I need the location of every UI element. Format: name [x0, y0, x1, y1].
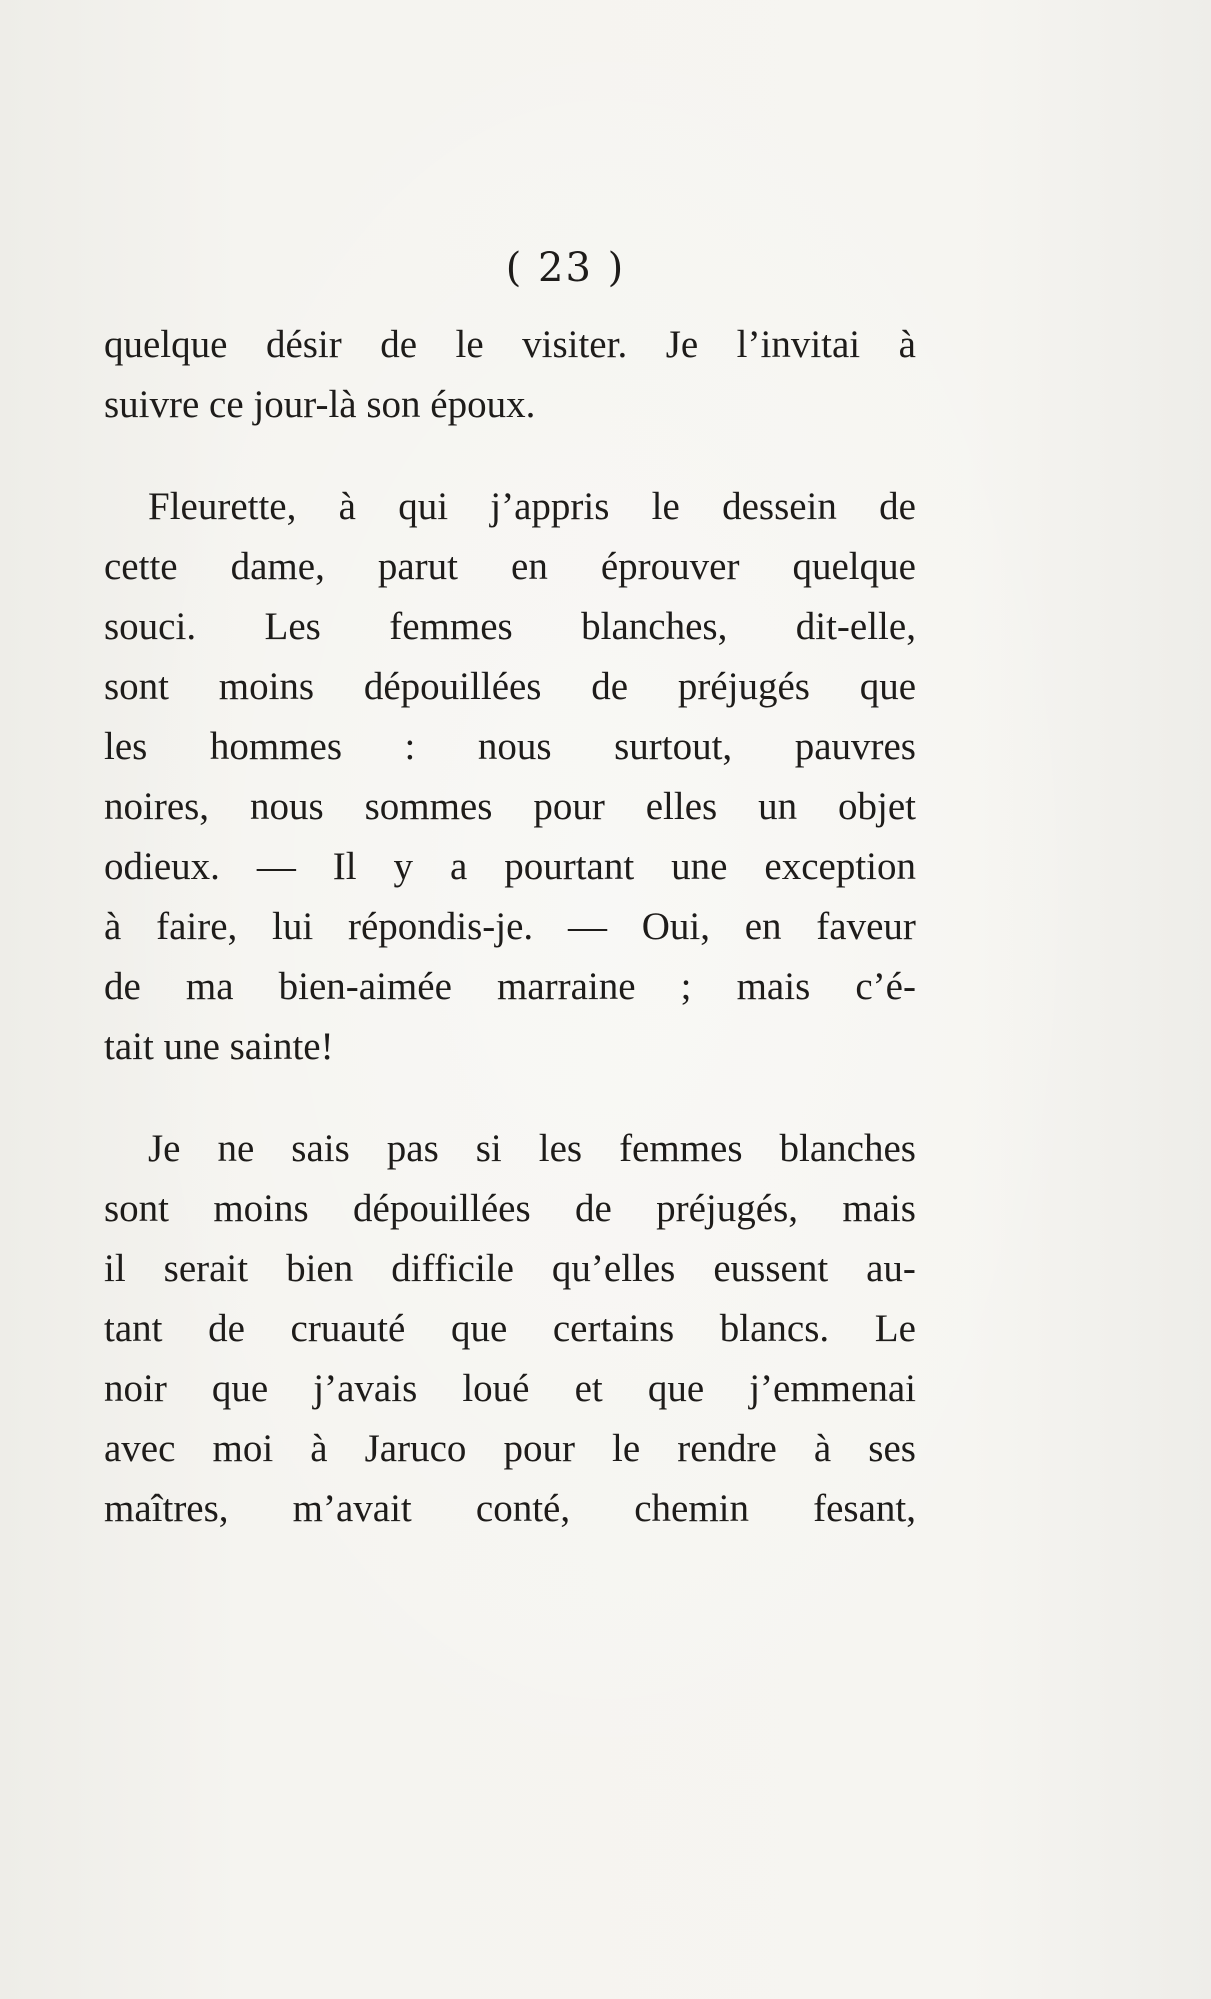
- text-line: il serait bien difficile qu’elles eussent au-: [104, 1247, 916, 1290]
- paragraph: [104, 315, 916, 435]
- text-line: tait une sainte!: [104, 1025, 334, 1068]
- paragraph: [104, 1119, 916, 1539]
- text-line: sont moins dépouillées de préjugés, mais: [104, 1187, 916, 1230]
- text-line: quelque désir de le visiter. Je l’invitai à: [104, 323, 916, 366]
- text-line: de ma bien-aimée marraine ; mais c’é-: [104, 965, 916, 1008]
- text-line: suivre ce jour-là son époux.: [104, 383, 536, 426]
- text-line: Je ne sais pas si les femmes blanches: [148, 1127, 916, 1170]
- text-line: sont moins dépouillées de préjugés que: [104, 665, 916, 708]
- text-line: avec moi à Jaruco pour le rendre à ses: [104, 1427, 916, 1470]
- text-line: Fleurette, à qui j’appris le dessein de: [148, 485, 916, 528]
- text-line: maîtres, m’avait conté, chemin fesant,: [104, 1487, 916, 1530]
- text-line: à faire, lui répondis-je. — Oui, en faveur: [104, 905, 916, 948]
- text-line: tant de cruauté que certains blancs. Le: [104, 1307, 916, 1350]
- text-line: souci. Les femmes blanches, dit-elle,: [104, 605, 916, 648]
- paragraph: [104, 477, 916, 1077]
- text-line: odieux. — Il y a pourtant une exception: [104, 845, 916, 888]
- page-number: ( 23 ): [505, 245, 626, 291]
- text-line: noir que j’avais loué et que j’emmenai: [104, 1367, 916, 1410]
- body-text: [104, 315, 916, 1539]
- text-line: noires, nous sommes pour elles un objet: [104, 785, 916, 828]
- text-line: cette dame, parut en éprouver quelque: [104, 545, 916, 588]
- text-line: les hommes : nous surtout, pauvres: [104, 725, 916, 768]
